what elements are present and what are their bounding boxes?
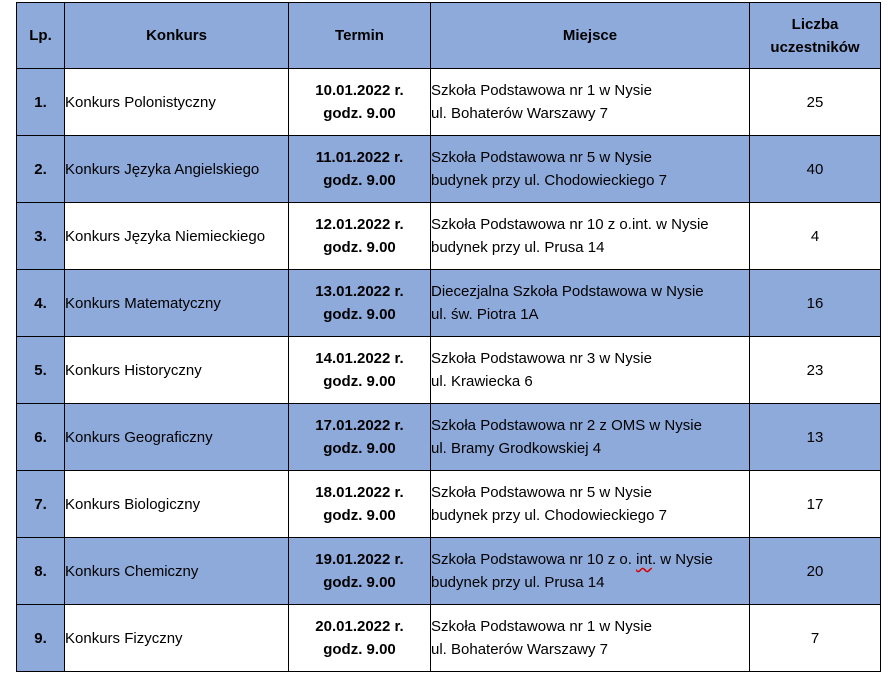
date: 17.01.2022 r. [315,417,404,434]
date-cell [289,69,431,136]
date: 10.01.2022 r. [315,82,404,99]
table-row [17,337,881,404]
address: budynek przy ul. Chodowieckiego 7 [431,507,667,524]
school-name: Szkoła Podstawowa nr 1 w Nysie [431,82,652,99]
header-liczba-line2: uczestników [770,38,860,56]
competition-name: Konkurs Chemiczny [65,538,289,605]
date: 13.01.2022 r. [315,283,404,300]
table-row [17,270,881,337]
address: budynek przy ul. Prusa 14 [431,239,605,256]
address: ul. Bohaterów Warszawy 7 [431,641,609,658]
venue-cell [431,538,750,605]
competition-name: Konkurs Historyczny [65,337,289,404]
competition-name: Konkurs Biologiczny [65,471,289,538]
time: godz. 9.00 [323,507,396,524]
header-konkurs: Konkurs [65,3,289,69]
header-termin: Termin [289,3,431,69]
time: godz. 9.00 [323,440,396,457]
venue-cell [431,337,750,404]
venue-cell [431,203,750,270]
table-row [17,538,881,605]
school-name: Szkoła Podstawowa nr 2 z OMS w Nysie [431,417,702,434]
venue-cell [431,270,750,337]
participant-count: 40 [750,136,881,203]
header-row [17,3,881,69]
date: 12.01.2022 r. [315,216,404,233]
venue-cell [431,471,750,538]
competition-name: Konkurs Polonistyczny [65,69,289,136]
date-cell [289,404,431,471]
school-name-end: . w Nysie [651,551,713,568]
venue-cell [431,605,750,672]
competition-name: Konkurs Języka Angielskiego [65,136,289,203]
header-liczba [750,3,881,69]
header-lp: Lp. [17,3,65,69]
address: budynek przy ul. Prusa 14 [431,574,605,591]
competition-table [16,2,881,672]
date-cell [289,203,431,270]
row-number: 6. [17,404,65,471]
row-number: 3. [17,203,65,270]
table-row [17,69,881,136]
date-cell [289,136,431,203]
date-cell [289,337,431,404]
row-number: 2. [17,136,65,203]
date: 20.01.2022 r. [315,618,404,635]
date: 11.01.2022 r. [315,149,404,166]
date-cell [289,538,431,605]
participant-count: 25 [750,69,881,136]
time: godz. 9.00 [323,641,396,658]
school-name: Szkoła Podstawowa nr 1 w Nysie [431,618,652,635]
spellcheck-marked-word: int [636,551,652,568]
row-number: 7. [17,471,65,538]
table-row [17,136,881,203]
address: ul. św. Piotra 1A [431,306,539,323]
date: 14.01.2022 r. [315,350,404,367]
participant-count: 13 [750,404,881,471]
competition-name: Konkurs Geograficzny [65,404,289,471]
time: godz. 9.00 [323,306,396,323]
date-cell [289,471,431,538]
school-name-start: Szkoła Podstawowa nr 10 z o. [431,551,637,568]
address: ul. Krawiecka 6 [431,373,533,390]
date-cell [289,605,431,672]
participant-count: 16 [750,270,881,337]
table-row [17,471,881,538]
competition-name: Konkurs Języka Niemieckiego [65,203,289,270]
table-row [17,404,881,471]
row-number: 8. [17,538,65,605]
venue-cell [431,404,750,471]
time: godz. 9.00 [323,574,396,591]
address: budynek przy ul. Chodowieckiego 7 [431,172,667,189]
school-name: Szkoła Podstawowa nr 5 w Nysie [431,484,652,501]
school-name: Szkoła Podstawowa nr 10 z o.int. w Nysie [431,216,709,233]
participant-count: 17 [750,471,881,538]
school-name: Diecezjalna Szkoła Podstawowa w Nysie [431,283,704,300]
time: godz. 9.00 [323,105,396,122]
row-number: 4. [17,270,65,337]
row-number: 9. [17,605,65,672]
date: 18.01.2022 r. [315,484,404,501]
school-name: Szkoła Podstawowa nr 5 w Nysie [431,149,652,166]
row-number: 1. [17,69,65,136]
date: 19.01.2022 r. [315,551,404,568]
school-name [431,548,749,571]
date-cell [289,270,431,337]
time: godz. 9.00 [323,373,396,390]
competition-name: Konkurs Fizyczny [65,605,289,672]
address: ul. Bohaterów Warszawy 7 [431,105,609,122]
venue-cell [431,69,750,136]
header-miejsce: Miejsce [431,3,750,69]
participant-count: 4 [750,203,881,270]
table-row [17,605,881,672]
table-row [17,203,881,270]
school-name: Szkoła Podstawowa nr 3 w Nysie [431,350,652,367]
participant-count: 7 [750,605,881,672]
header-liczba-line1: Liczba [791,15,839,33]
venue-cell [431,136,750,203]
address: ul. Bramy Grodkowskiej 4 [431,440,602,457]
competition-name: Konkurs Matematyczny [65,270,289,337]
row-number: 5. [17,337,65,404]
participant-count: 23 [750,337,881,404]
time: godz. 9.00 [323,172,396,189]
participant-count: 20 [750,538,881,605]
time: godz. 9.00 [323,239,396,256]
